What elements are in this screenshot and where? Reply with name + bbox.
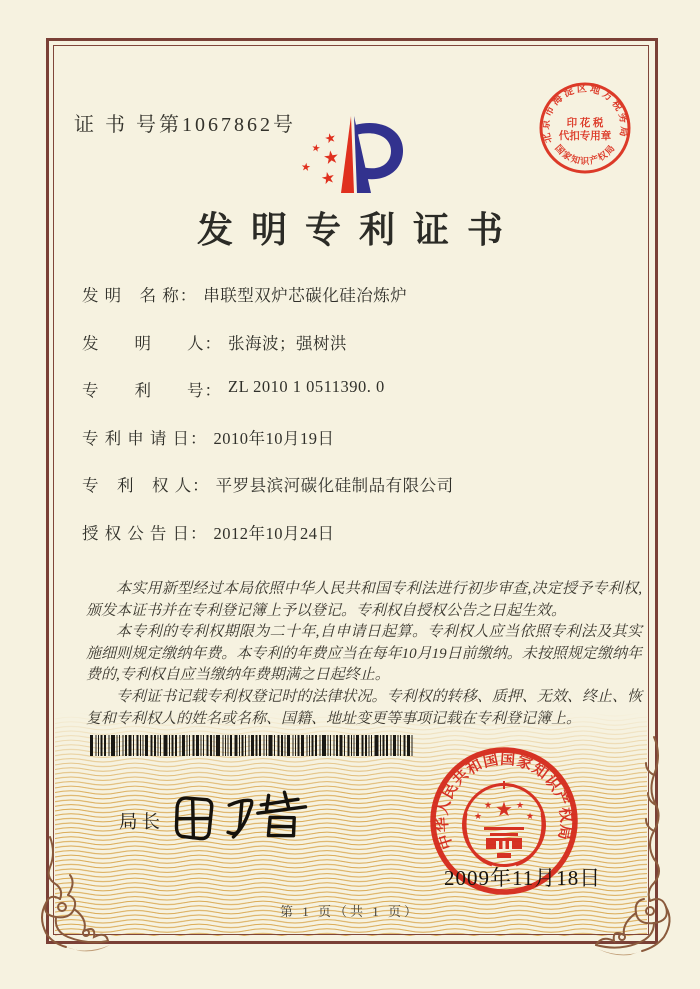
field-value: 2012年10月24日	[213, 523, 335, 543]
emblem-star-icon: ★	[495, 799, 513, 821]
signature-block	[166, 784, 326, 853]
field-label: 专 利 权 人：	[82, 476, 210, 495]
field-value: ZL 2010 1 0511390. 0	[228, 377, 385, 396]
tax-stamp-center-line1: 印 花 税	[566, 118, 604, 129]
corner-ornament-bottom-left	[36, 833, 136, 958]
emblem-star-icon: ★	[483, 800, 493, 810]
barcode	[90, 735, 416, 756]
agency-seal-ring-text: 中华人民共和国国家知识产权局	[434, 751, 574, 852]
svg-text:国家知识产权局	[553, 142, 617, 166]
field-inventors	[82, 330, 622, 378]
tax-stamp-top-text: 北京市海淀区地方税务局	[540, 83, 630, 145]
field-value: 张海波；强树洪	[228, 333, 347, 353]
logo-p-bowl	[355, 123, 403, 179]
field-patentee	[82, 472, 622, 520]
signature-handwriting	[166, 784, 326, 848]
logo-star-icon: ★	[300, 161, 312, 175]
field-patent-number	[82, 377, 622, 425]
field-label: 发 明 名 称：	[82, 286, 198, 305]
field-grant-date	[82, 520, 622, 568]
emblem-star-icon: ★	[515, 800, 525, 810]
field-label: 专 利 号：	[82, 381, 222, 400]
field-value: 平罗县滨河碳化硅制品有限公司	[215, 476, 454, 495]
tax-stamp-center-line2: 代扣专用章	[558, 131, 612, 142]
seal-date: 2009年11月18日	[444, 866, 602, 890]
field-list	[82, 282, 622, 567]
certificate-title: 发明专利证书	[196, 210, 521, 250]
certificate-number: 证 书 号第1067862号	[74, 114, 296, 136]
field-label: 发 明 人：	[82, 333, 222, 353]
body-paragraph-1: 本实用新型经过本局依照中华人民共和国专利法进行初步审查,决定授予专利权,颁发本证书并在专利登记簿上予以登记。专利权自授权公告之日起生效。	[86, 581, 642, 619]
corner-ornament-bottom-right	[590, 735, 676, 957]
page-footer: 第 1 页（共 1 页）	[279, 904, 420, 919]
logo-star-icon: ★	[321, 146, 341, 169]
field-label: 专 利 申 请 日：	[82, 428, 208, 448]
tax-stamp-seal	[537, 80, 633, 176]
emblem-star-icon: ★	[473, 811, 483, 821]
logo-star-icon: ★	[310, 142, 322, 155]
sipo-logo	[294, 104, 410, 202]
emblem-star-icon: ★	[525, 811, 535, 821]
body-paragraph-2: 本专利的专利权期限为二十年,自申请日起算。专利权人应当依照专利法及其实施细则规定缴纳年费。本专利的年费应当在每年10月19日前缴纳。未按照规定缴纳年费的,专利权自应当缴纳年费期满之日起终止。	[86, 624, 642, 684]
legal-body-text	[86, 579, 642, 730]
field-value: 串联型双炉芯碳化硅冶炼炉	[203, 286, 408, 305]
tax-stamp-bottom-text: 国家知识产权局	[553, 142, 618, 167]
logo-red-wedge	[341, 116, 354, 193]
logo-star-icon: ★	[322, 129, 338, 147]
field-invention-name	[82, 282, 622, 330]
field-label: 授 权 公 告 日：	[82, 523, 208, 543]
field-filing-date	[82, 425, 622, 473]
body-paragraph-3: 专利证书记载专利权登记时的法律状况。专利权的转移、质押、无效、终止、恢复和专利权人的姓名或名称、国籍、地址变更等事项记载在专利登记簿上。	[86, 688, 642, 727]
field-value: 2010年10月19日	[213, 428, 335, 448]
national-emblem	[464, 781, 545, 866]
commissioner-label: 局长	[119, 813, 165, 833]
logo-star-icon: ★	[319, 169, 338, 189]
